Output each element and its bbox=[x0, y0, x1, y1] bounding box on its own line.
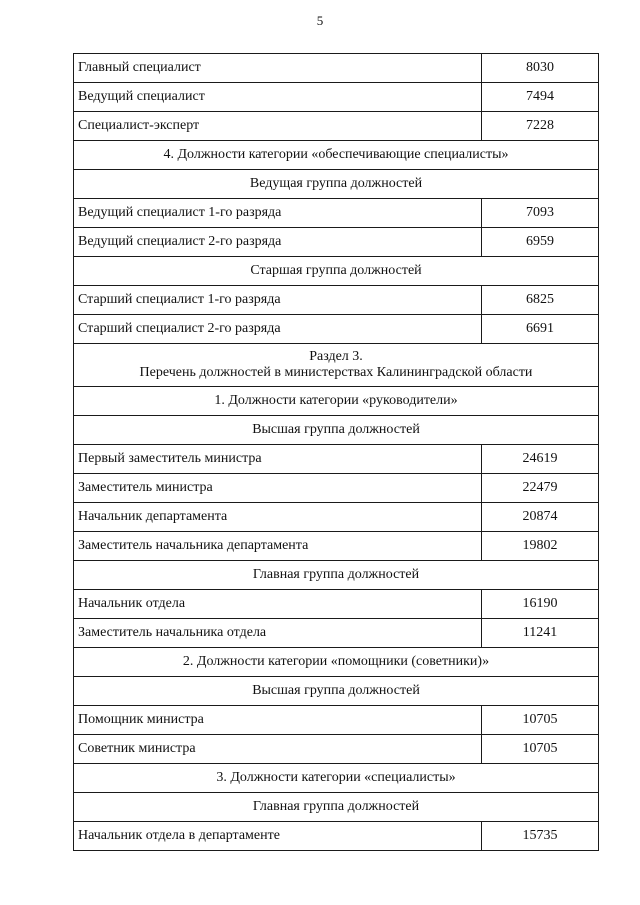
section-header-row bbox=[74, 416, 599, 445]
section-title bbox=[74, 344, 599, 387]
table-row bbox=[74, 54, 599, 83]
section-header: Главная группа должностей bbox=[74, 561, 599, 590]
salary-value: 10705 bbox=[482, 706, 599, 735]
salary-value: 6691 bbox=[482, 315, 599, 344]
salary-value: 19802 bbox=[482, 532, 599, 561]
position-name: Советник министра bbox=[74, 735, 482, 764]
salary-value: 10705 bbox=[482, 735, 599, 764]
table-row bbox=[74, 83, 599, 112]
salary-value: 24619 bbox=[482, 445, 599, 474]
section-header: Главная группа должностей bbox=[74, 793, 599, 822]
positions-table bbox=[73, 53, 599, 851]
salary-value: 20874 bbox=[482, 503, 599, 532]
salary-value: 6825 bbox=[482, 286, 599, 315]
position-name: Первый заместитель министра bbox=[74, 445, 482, 474]
section-header-row bbox=[74, 677, 599, 706]
salary-value: 8030 bbox=[482, 54, 599, 83]
page-number: 5 bbox=[316, 13, 324, 28]
section-header: Высшая группа должностей bbox=[74, 416, 599, 445]
salary-value: 22479 bbox=[482, 474, 599, 503]
table-row bbox=[74, 822, 599, 851]
salary-value: 16190 bbox=[482, 590, 599, 619]
salary-value: 7228 bbox=[482, 112, 599, 141]
table-row bbox=[74, 590, 599, 619]
position-name: Заместитель начальника отдела bbox=[74, 619, 482, 648]
table-row bbox=[74, 112, 599, 141]
position-name: Ведущий специалист 2-го разряда bbox=[74, 228, 482, 257]
position-name: Главный специалист bbox=[74, 54, 482, 83]
position-name: Старший специалист 1-го разряда bbox=[74, 286, 482, 315]
table-row bbox=[74, 619, 599, 648]
salary-value: 11241 bbox=[482, 619, 599, 648]
position-name: Начальник отдела в департаменте bbox=[74, 822, 482, 851]
section-title-row bbox=[74, 344, 599, 387]
section-header: 4. Должности категории «обеспечивающие специалисты» bbox=[74, 141, 599, 170]
section-header: 3. Должности категории «специалисты» bbox=[74, 764, 599, 793]
table-row bbox=[74, 445, 599, 474]
section-header-row bbox=[74, 793, 599, 822]
section-header-row bbox=[74, 561, 599, 590]
section-header: 2. Должности категории «помощники (советники)» bbox=[74, 648, 599, 677]
section-title-line: Раздел 3. bbox=[309, 349, 363, 364]
section-header-row bbox=[74, 141, 599, 170]
table-row bbox=[74, 286, 599, 315]
section-header: Ведущая группа должностей bbox=[74, 170, 599, 199]
table-row bbox=[74, 706, 599, 735]
section-header: Старшая группа должностей bbox=[74, 257, 599, 286]
position-name: Ведущий специалист bbox=[74, 83, 482, 112]
section-header-row bbox=[74, 764, 599, 793]
salary-value: 7093 bbox=[482, 199, 599, 228]
section-header: 1. Должности категории «руководители» bbox=[74, 387, 599, 416]
position-name: Ведущий специалист 1-го разряда bbox=[74, 199, 482, 228]
table-row bbox=[74, 199, 599, 228]
section-header-row bbox=[74, 257, 599, 286]
position-name: Специалист-эксперт bbox=[74, 112, 482, 141]
position-name: Начальник отдела bbox=[74, 590, 482, 619]
table-row bbox=[74, 503, 599, 532]
salary-value: 15735 bbox=[482, 822, 599, 851]
section-header-row bbox=[74, 387, 599, 416]
table-row bbox=[74, 315, 599, 344]
section-header-row bbox=[74, 648, 599, 677]
position-name: Начальник департамента bbox=[74, 503, 482, 532]
position-name: Заместитель начальника департамента bbox=[74, 532, 482, 561]
table-row bbox=[74, 735, 599, 764]
salary-value: 7494 bbox=[482, 83, 599, 112]
position-name: Помощник министра bbox=[74, 706, 482, 735]
section-header-row bbox=[74, 170, 599, 199]
position-name: Заместитель министра bbox=[74, 474, 482, 503]
salary-value: 6959 bbox=[482, 228, 599, 257]
position-name: Старший специалист 2-го разряда bbox=[74, 315, 482, 344]
table-row bbox=[74, 474, 599, 503]
section-header: Высшая группа должностей bbox=[74, 677, 599, 706]
table-row bbox=[74, 532, 599, 561]
section-subtitle-line: Перечень должностей в министерствах Калининградской области bbox=[139, 365, 533, 380]
table-row bbox=[74, 228, 599, 257]
